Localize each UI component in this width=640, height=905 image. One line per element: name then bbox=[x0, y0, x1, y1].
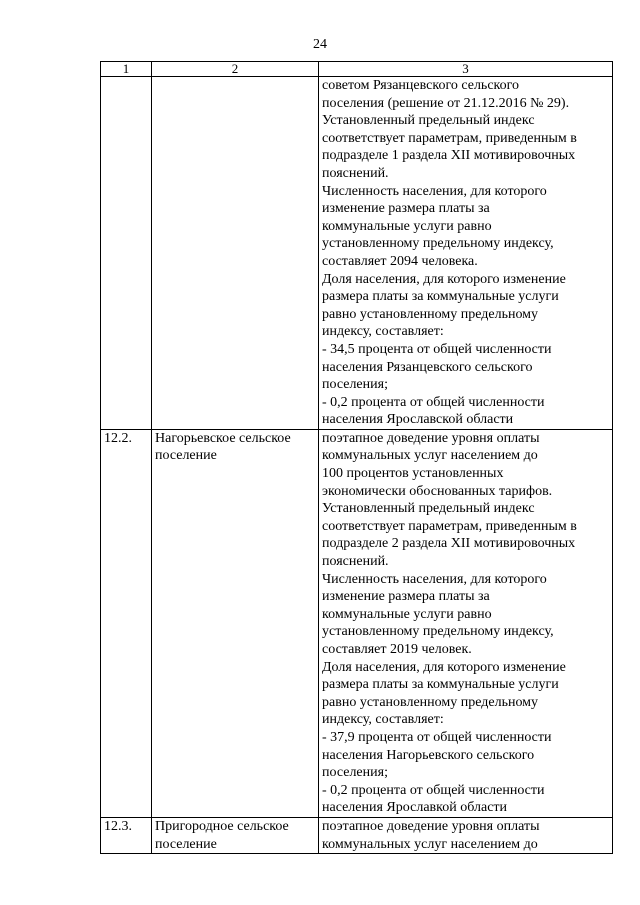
column-header: 1 bbox=[101, 62, 152, 77]
settlement-name-line: поселение bbox=[155, 836, 217, 852]
description-line: соответствует параметрам, приведенным в bbox=[322, 518, 577, 534]
settlement-name bbox=[152, 77, 319, 430]
description-line: составляет 2019 человек. bbox=[322, 642, 472, 657]
description-line: составляет 2094 человека. bbox=[322, 253, 478, 269]
description-line: Доля населения, для которого изменение bbox=[322, 271, 566, 287]
description-line: подразделе 1 раздела XII мотивировочных bbox=[322, 148, 576, 164]
settlement-name-line: Пригородное сельское bbox=[155, 818, 289, 834]
description-cell bbox=[319, 77, 613, 430]
row-number bbox=[101, 77, 152, 430]
page-number: 24 bbox=[313, 37, 327, 52]
description-line: Установленный предельный индекс bbox=[322, 113, 535, 129]
description-line: индексу, составляет: bbox=[322, 324, 444, 340]
description-line: - 34,5 процента от общей численности bbox=[322, 341, 552, 357]
description-line: пояснений. bbox=[322, 165, 389, 181]
description-line: соответствует параметрам, приведенным в bbox=[322, 130, 577, 146]
description-line: - 0,2 процента от общей численности bbox=[322, 394, 545, 410]
description-line: коммунальных услуг населением до bbox=[322, 836, 538, 852]
description-line: 100 процентов установленных bbox=[322, 466, 504, 482]
description-line: равно установленному предельному bbox=[322, 694, 539, 710]
description-line: равно установленному предельному bbox=[322, 306, 539, 322]
description-line: коммунальных услуг населением до bbox=[322, 448, 538, 464]
description-line: изменение размера платы за bbox=[322, 589, 490, 605]
settlement-name-line: поселение bbox=[155, 448, 217, 464]
description-line: изменение размера платы за bbox=[322, 201, 490, 217]
description-line: поселения (решение от 21.12.2016 № 29). bbox=[322, 95, 570, 111]
description-line: - 37,9 процента от общей численности bbox=[322, 729, 552, 745]
column-header: 3 bbox=[319, 62, 613, 77]
description-cell bbox=[319, 429, 613, 817]
description-line: поэтапное доведение уровня оплаты bbox=[322, 430, 540, 446]
description-line: поэтапное доведение уровня оплаты bbox=[322, 818, 540, 834]
description-line: экономически обоснованных тарифов. bbox=[322, 483, 553, 499]
description-line: Установленный предельный индекс bbox=[322, 501, 535, 517]
description-line: индексу, составляет: bbox=[322, 712, 444, 728]
table-header-row bbox=[101, 62, 613, 77]
description-line: коммунальные услуги равно bbox=[322, 218, 492, 234]
description-line: коммунальные услуги равно bbox=[322, 606, 492, 622]
table-row bbox=[101, 429, 613, 817]
description-line: пояснений. bbox=[322, 554, 389, 570]
description-line: поселения; bbox=[322, 765, 388, 781]
description-line: советом Рязанцевского сельского bbox=[322, 78, 520, 93]
description-line: установленному предельному индексу, bbox=[322, 624, 554, 640]
description-line: населения Ярославкой области bbox=[322, 800, 508, 816]
settlement-name-line: Нагорьевское сельское bbox=[155, 430, 291, 446]
table-row bbox=[101, 817, 613, 853]
row-number: 12.2. bbox=[101, 429, 152, 817]
description-cell bbox=[319, 817, 613, 853]
description-line: населения Рязанцевского сельского bbox=[322, 359, 533, 375]
document-table bbox=[100, 61, 613, 854]
description-line: подразделе 2 раздела XII мотивировочных bbox=[322, 536, 576, 552]
description-line: Численность населения, для которого bbox=[322, 183, 547, 199]
settlement-name bbox=[152, 429, 319, 817]
description-line: размера платы за коммунальные услуги bbox=[322, 677, 559, 693]
description-line: населения Ярославской области bbox=[322, 412, 514, 428]
description-line: размера платы за коммунальные услуги bbox=[322, 289, 559, 305]
row-number: 12.3. bbox=[101, 817, 152, 853]
description-line: поселения; bbox=[322, 377, 388, 393]
settlement-name bbox=[152, 817, 319, 853]
description-line: Доля населения, для которого изменение bbox=[322, 659, 566, 675]
description-line: населения Нагорьевского сельского bbox=[322, 747, 535, 763]
description-line: - 0,2 процента от общей численности bbox=[322, 782, 545, 798]
table-row bbox=[101, 77, 613, 430]
column-header: 2 bbox=[152, 62, 319, 77]
description-line: Численность населения, для которого bbox=[322, 571, 547, 587]
description-line: установленному предельному индексу, bbox=[322, 236, 554, 252]
